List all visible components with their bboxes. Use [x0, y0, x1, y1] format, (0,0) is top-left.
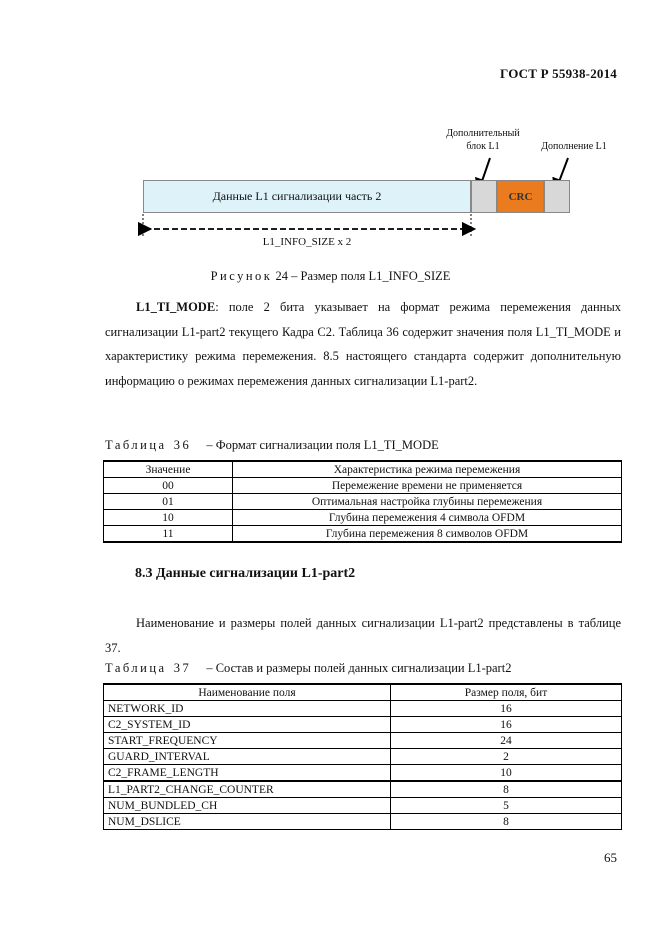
table-row: [104, 478, 622, 494]
table-header-cell: Характеристика режима перемежения: [233, 461, 622, 478]
table36: [103, 460, 622, 543]
table-row: [104, 526, 622, 543]
label-additional-block-line2: блок L1: [466, 141, 500, 152]
label-padding: Дополнение L1: [541, 141, 607, 152]
table-cell-description: Глубина перемежения 4 символа OFDM: [233, 510, 622, 526]
table-cell-field-size: 24: [391, 733, 622, 749]
term-ti-mode: L1_TI_MODE: [136, 300, 216, 314]
table-cell-field-name: NUM_DSLICE: [104, 814, 391, 830]
table36-caption-word: Таблица: [105, 438, 167, 452]
table37-caption-text: – Состав и размеры полей данных сигнализации L1-part2: [206, 661, 512, 675]
table-row: [104, 781, 622, 798]
l1-signaling-data-block: Данные L1 сигнализации часть 2: [143, 180, 471, 213]
table-cell-field-size: 16: [391, 717, 622, 733]
table-header-row: [104, 461, 622, 478]
table-row: [104, 701, 622, 717]
table-cell-value: 11: [104, 526, 233, 543]
figure-caption: [0, 269, 661, 284]
table-cell-field-size: 8: [391, 781, 622, 798]
padding-block: [544, 180, 570, 213]
page-number: 65: [604, 850, 617, 865]
table37: [103, 683, 622, 830]
table37-caption: [105, 661, 511, 676]
document-header: ГОСТ Р 55938-2014: [500, 66, 617, 81]
table-cell-description: Глубина перемежения 8 символов OFDM: [233, 526, 622, 543]
table-row: [104, 749, 622, 765]
table-header-row: [104, 684, 622, 701]
section-title: 8.3 Данные сигнализации L1-part2: [135, 566, 356, 581]
table-cell-field-name: NUM_BUNDLED_CH: [104, 798, 391, 814]
table-cell-field-size: 10: [391, 765, 622, 782]
table-header-cell: Размер поля, бит: [391, 684, 622, 701]
table-cell-field-name: C2_FRAME_LENGTH: [104, 765, 391, 782]
figure-arrows: [0, 0, 661, 260]
figure-caption-text: 24 – Размер поля L1_INFO_SIZE: [275, 269, 451, 283]
table-cell-field-name: L1_PART2_CHANGE_COUNTER: [104, 781, 391, 798]
table-cell-field-name: START_FREQUENCY: [104, 733, 391, 749]
table-row: [104, 798, 622, 814]
additional-block: [471, 180, 497, 213]
table-cell-description: Оптимальная настройка глубины перемежения: [233, 494, 622, 510]
figure-caption-word: Рисунок: [210, 269, 273, 283]
table-row: [104, 510, 622, 526]
paragraph-table37-intro: Наименование и размеры полей данных сигнализации L1-part2 представлены в таблице 37.: [105, 616, 621, 655]
table-cell-value: 00: [104, 478, 233, 494]
table36-caption-number: 36: [173, 438, 192, 452]
table-row: [104, 765, 622, 782]
table-cell-field-size: 2: [391, 749, 622, 765]
table-cell-value: 10: [104, 510, 233, 526]
table-row: [104, 814, 622, 830]
table36-caption-text: – Формат сигнализации поля L1_TI_MODE: [206, 438, 439, 452]
table-cell-value: 01: [104, 494, 233, 510]
table-cell-field-size: 16: [391, 701, 622, 717]
table-row: [104, 717, 622, 733]
table-header-cell: Значение: [104, 461, 233, 478]
table-row: [104, 494, 622, 510]
table-cell-field-name: GUARD_INTERVAL: [104, 749, 391, 765]
crc-block: CRC: [497, 180, 544, 213]
table-cell-field-name: NETWORK_ID: [104, 701, 391, 717]
paragraph-ti-mode-text: : поле 2 бита указывает на формат режима перемежения данных сигнализации L1-part2 текущего Кадра C2. Таблица 36 содержит значения поля L1_TI_MODE и характеристику режима перемежения. 8.5 настоящего стандарта содержит дополнительную информацию о режимах перемежения данных сигнализации L1-part2.: [105, 300, 621, 388]
table-cell-field-size: 8: [391, 814, 622, 830]
table-cell-field-size: 5: [391, 798, 622, 814]
table-row: [104, 733, 622, 749]
table-header-cell: Наименование поля: [104, 684, 391, 701]
paragraph-ti-mode: [105, 295, 621, 393]
size-label: L1_INFO_SIZE x 2: [262, 236, 352, 248]
table37-caption-number: 37: [173, 661, 192, 675]
label-additional-block-line1: Дополнительный: [446, 128, 520, 139]
table-cell-field-name: C2_SYSTEM_ID: [104, 717, 391, 733]
table37-caption-word: Таблица: [105, 661, 167, 675]
table-cell-description: Перемежение времени не применяется: [233, 478, 622, 494]
table36-caption: [105, 438, 439, 453]
